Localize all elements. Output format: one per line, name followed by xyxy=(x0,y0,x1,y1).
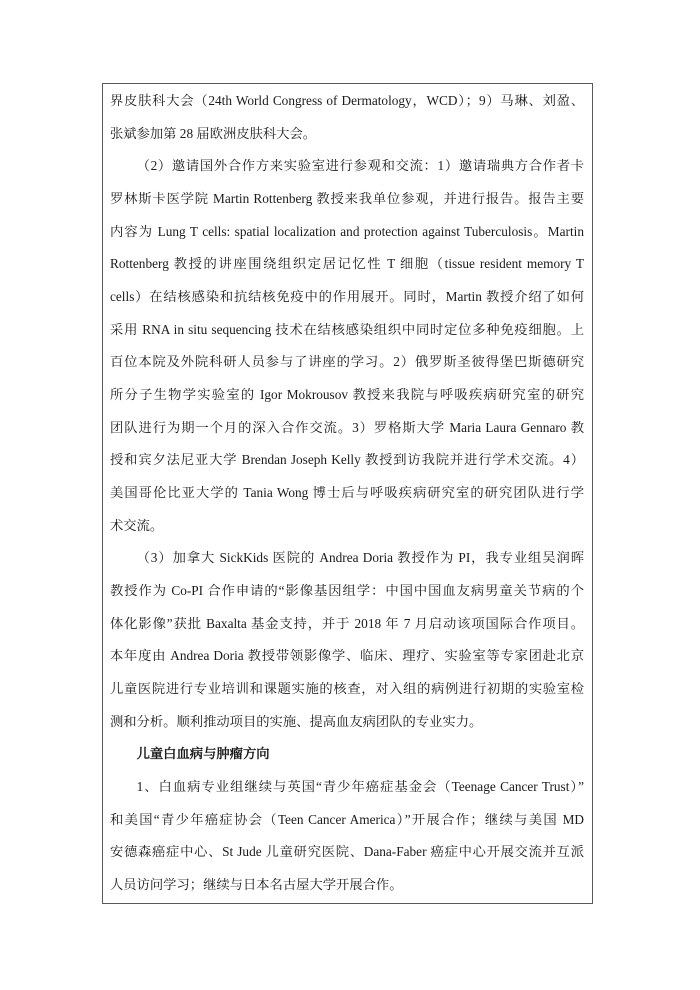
text-line: 1、白血病专业组继续与英国“青少年癌症基金会（Teenage Cancer Trust）” xyxy=(136,779,584,795)
paragraph xyxy=(110,542,584,738)
text-line: 张斌参加第 28 届欧洲皮肤科大会。 xyxy=(110,125,317,141)
text-line: 测和分析。顺利推动项目的实施、提高血友病团队的专业实力。 xyxy=(110,713,483,729)
text-line: 团队进行为期一个月的深入合作交流。3）罗格斯大学 Maria Laura Gennaro 教 xyxy=(110,419,584,435)
text-line: 采用 RNA in situ sequencing 技术在结核感染组织中同时定位多种免疫细胞。上 xyxy=(110,321,584,337)
text-line: 所分子生物学实验室的 Igor Mokrousov 教授来我院与呼吸疾病研究室的研究 xyxy=(110,387,584,403)
text-line: 儿童医院进行专业培训和课题实施的核查，对入组的病例进行初期的实验室检 xyxy=(110,681,584,697)
text-line: 术交流。 xyxy=(110,517,164,533)
text-line: cells）在结核感染和抗结核免疫中的作用展开。同时，Martin 教授介绍了如何 xyxy=(110,289,584,305)
table-cell-border xyxy=(102,83,593,904)
text-line: 人员访问学习；继续与日本名古屋大学开展合作。 xyxy=(110,877,403,893)
text-line: 教授作为 Co-PI 合作申请的“影像基因组学：中国中国血友病男童关节病的个 xyxy=(110,583,584,599)
section-heading xyxy=(110,738,584,771)
paragraph xyxy=(110,85,584,150)
text-line: 授和宾夕法尼亚大学 Brendan Joseph Kelly 教授到访我院并进行学术交流。4） xyxy=(110,452,584,468)
text-line: 本年度由 Andrea Doria 教授带领影像学、临床、理疗、实验室等专家团赴北京 xyxy=(110,648,584,664)
text-line: （3）加拿大 SickKids 医院的 Andrea Doria 教授作为 PI，我专业组吴润晖 xyxy=(136,550,584,566)
text-line: 内容为 Lung T cells: spatial localization and protection against Tuberculosis。Martin xyxy=(110,223,584,239)
text-line: 罗林斯卡医学院 Martin Rottenberg 教授来我单位参观，并进行报告。报告主要 xyxy=(110,191,584,207)
paragraph xyxy=(110,771,584,902)
heading-line: 儿童白血病与肿瘤方向 xyxy=(136,746,270,762)
text-line: 百位本院及外院科研人员参与了讲座的学习。2）俄罗斯圣彼得堡巴斯德研究 xyxy=(110,354,584,370)
text-line: 界皮肤科大会（24th World Congress of Dermatology，WCD）；9）马琳、刘盈、 xyxy=(110,93,584,108)
paragraph xyxy=(110,150,584,542)
text-line: 体化影像”获批 Baxalta 基金支持，并于 2018 年 7 月启动该项国际合作项目。 xyxy=(110,615,584,631)
text-line: 美国哥伦比亚大学的 Tania Wong 博士后与呼吸疾病研究室的研究团队进行学 xyxy=(110,485,584,501)
text-line: 和美国“青少年癌症协会（Teen Cancer America）”开展合作；继续与美国 MD xyxy=(110,811,584,827)
text-line: （2）邀请国外合作方来实验室进行参观和交流：1）邀请瑞典方合作者卡 xyxy=(136,158,584,174)
text-line: Rottenberg 教授的讲座围绕组织定居记忆性 T 细胞（tissue resident memory T xyxy=(110,256,584,272)
text-line: 安德森癌症中心、St Jude 儿童研究医院、Dana-Faber 癌症中心开展交流并互派 xyxy=(110,844,584,860)
